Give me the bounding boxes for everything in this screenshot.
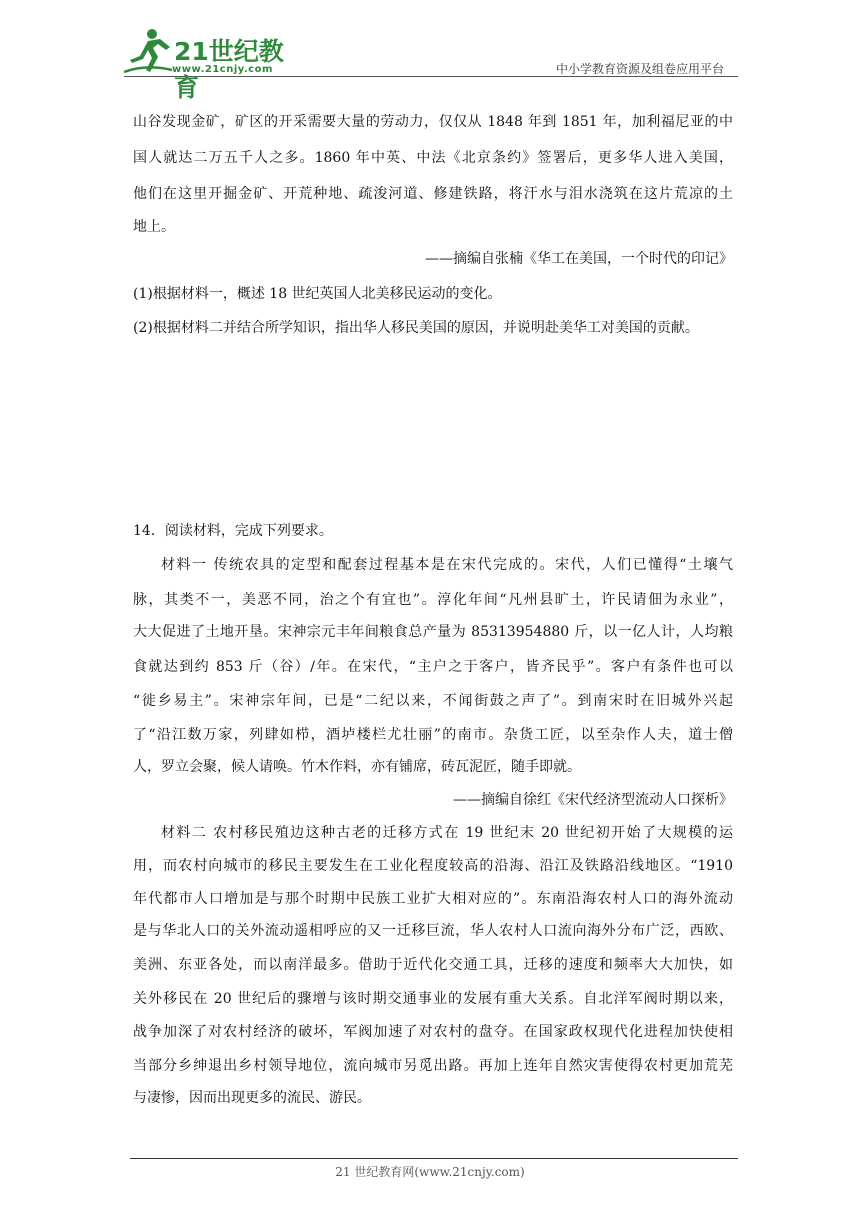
text-line: 山谷发现金矿，矿区的开采需要大量的劳动力，仅仅从 1848 年到 1851 年，加利福尼亚的中	[133, 114, 733, 130]
text-line: 地上。	[133, 219, 175, 235]
logo-url: www.21cnjy.com	[172, 64, 273, 75]
logo-text: 21世纪教育	[174, 37, 284, 102]
text-line: 了“沿江数万家，列肆如栉，酒垆楼栏尤壮丽”的南市。杂货工匠，以至杂作人夫，道士僧	[133, 727, 733, 743]
source-citation: ——摘编自徐红《宋代经济型流动人口探析》	[453, 792, 733, 808]
question-2: (2)根据材料二并结合所学知识，指出华人移民美国的原因，并说明赴美华工对美国的贡献。	[133, 320, 699, 336]
platform-title: 中小学教育资源及组卷应用平台	[555, 62, 724, 76]
text-line: 材料二 农村移民殖边这种古老的迁移方式在 19 世纪末 20 世纪初开始了大规模的运	[161, 825, 733, 841]
text-line: “徙乡易主”。宋神宗年间，已是“二纪以来，不闻街鼓之声了”。到南宋时在旧城外兴起	[133, 693, 733, 709]
text-line: 脉，其类不一，美恶不同，治之个有宜也”。淳化年间“凡州县旷土，许民请佃为永业”，	[133, 592, 733, 608]
text-line: 战争加深了对农村经济的破坏，军阀加速了对农村的盘夺。在国家政权现代化进程加快使相	[133, 1024, 733, 1040]
text-line: 当部分乡绅退出乡村领导地位，流向城市另觅出路。再加上连年自然灾害使得农村更加荒芜	[133, 1058, 733, 1074]
header-divider	[124, 76, 738, 77]
text-line: 用，而农村向城市的移民主要发生在工业化程度较高的沿海、沿江及铁路沿线地区。“1910	[133, 858, 733, 874]
text-line: 年代都市人口增加是与那个时期中民族工业扩大相对应的”。东南沿海农村人口的海外流动	[133, 891, 733, 907]
text-line: 是与华北人口的关外流动遥相呼应的又一迁移巨流，华人农村人口流向海外分布广泛，西欧、	[133, 923, 733, 939]
source-citation: ——摘编自张楠《华工在美国，一个时代的印记》	[425, 251, 733, 267]
footer-divider	[130, 1158, 738, 1159]
question-14-heading: 14．阅读材料，完成下列要求。	[133, 523, 333, 539]
site-logo[interactable]	[122, 26, 292, 102]
page-header	[0, 0, 860, 102]
text-line: 大大促进了土地开垦。宋神宗元丰年间粮食总产量为 85313954880 斤，以一亿人计，人均粮	[133, 624, 733, 640]
text-line: 材料一 传统农具的定型和配套过程基本是在宋代完成的。宋代，人们已懂得“土壤气	[161, 557, 733, 573]
text-line: 他们在这里开掘金矿、开荒种地、疏浚河道、修建铁路，将汗水与泪水浇筑在这片荒凉的土	[133, 186, 733, 202]
question-1: (1)根据材料一，概述 18 世纪英国人北美移民运动的变化。	[133, 286, 502, 302]
text-line: 人，罗立会聚，候人请唤。竹木作料，亦有铺席，砖瓦泥匠，随手即就。	[133, 759, 581, 775]
text-line: 美洲、东亚各处，而以南洋最多。借助于近代化交通工具，迁移的速度和频率大大加快，如	[133, 957, 733, 973]
text-line: 关外移民在 20 世纪后的骤增与该时期交通事业的发展有重大关系。自北洋军阀时期以来，	[133, 991, 733, 1007]
text-line: 国人就达二万五千人之多。1860 年中英、中法《北京条约》签署后，更多华人进入美国，	[133, 150, 733, 166]
page-footer[interactable]: 21 世纪教育网(www.21cnjy.com)	[335, 1165, 525, 1179]
text-line: 与凄惨，因而出现更多的流民、游民。	[133, 1090, 371, 1106]
text-line: 食就达到约 853 斤（谷）/年。在宋代，“主户之于客户，皆齐民乎”。客户有条件也可以	[133, 659, 733, 675]
